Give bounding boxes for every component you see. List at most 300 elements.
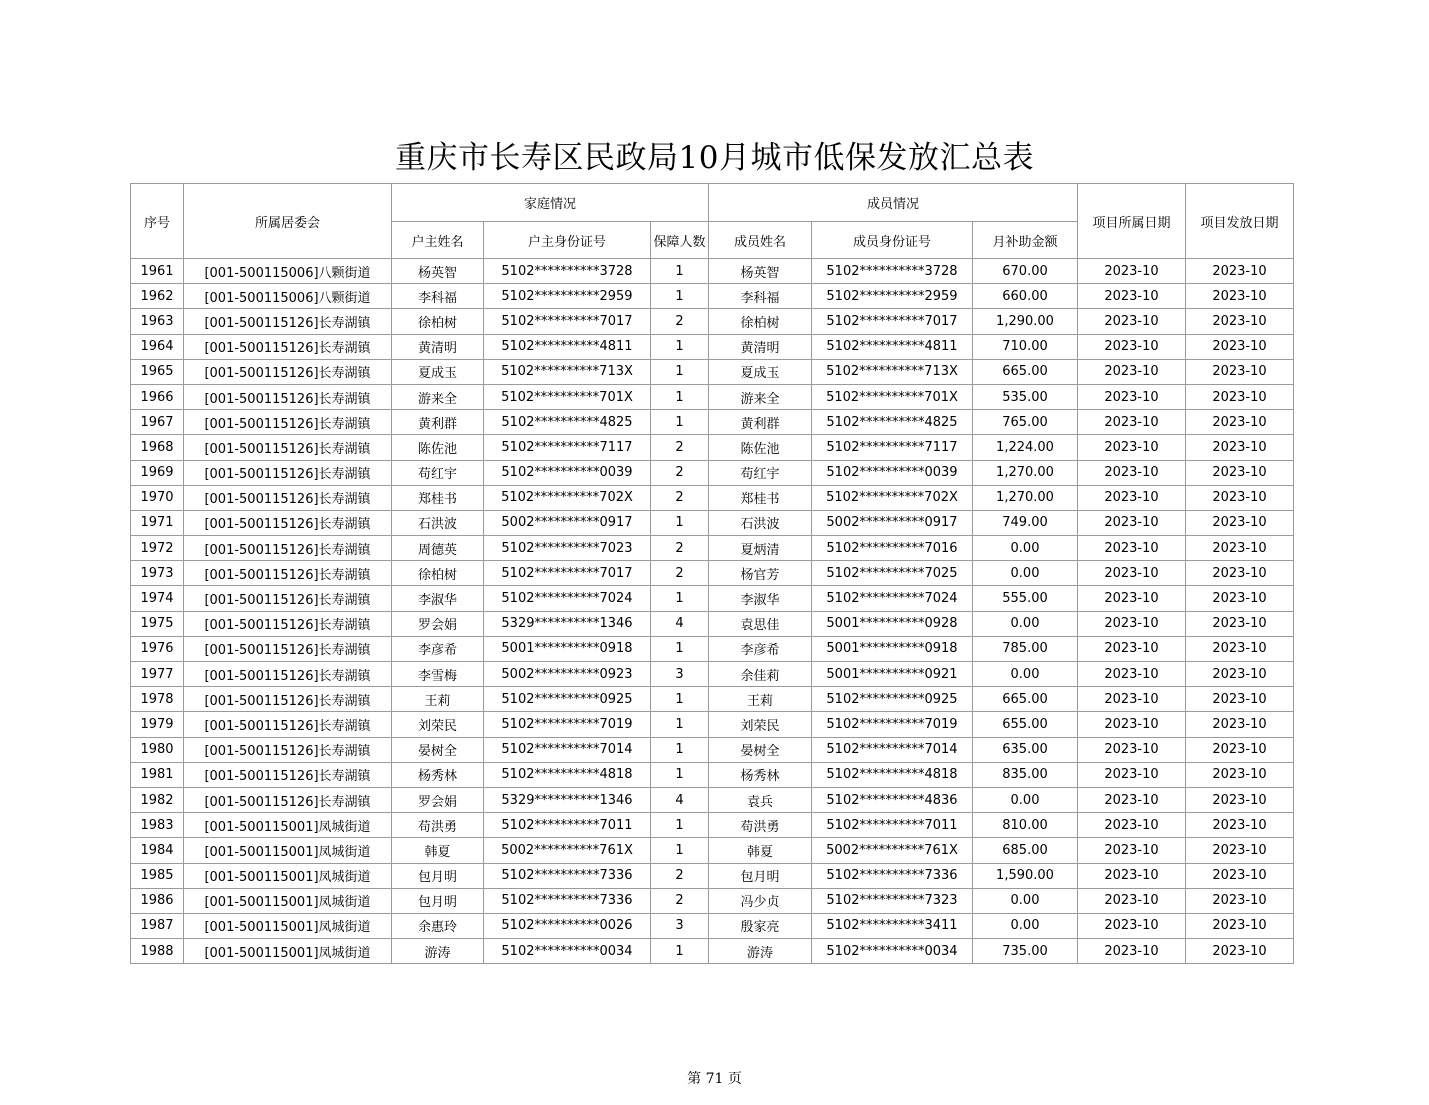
cell-member-id: 5102**********3411 [812,913,973,938]
cell-head-name: 李彦希 [392,636,484,661]
cell-member-id: 5102**********7017 [812,309,973,334]
cell-member-id: 5102**********7016 [812,536,973,561]
cell-head-id: 5102**********0026 [484,913,651,938]
cell-issue-date: 2023-10 [1186,636,1294,661]
cell-seq: 1969 [131,460,184,485]
cell-monthly-amount: 670.00 [973,259,1078,284]
header-head-id: 户主身份证号 [484,222,651,259]
cell-head-id: 5102**********2959 [484,284,651,309]
cell-member-name: 夏炳清 [709,536,812,561]
cell-member-id: 5102**********7323 [812,888,973,913]
cell-insured-count: 2 [651,863,709,888]
table-body [131,259,1294,964]
cell-member-name: 苟洪勇 [709,813,812,838]
cell-head-id: 5102**********702X [484,485,651,510]
cell-issue-date: 2023-10 [1186,384,1294,409]
cell-monthly-amount: 635.00 [973,737,1078,762]
cell-belong-date: 2023-10 [1078,510,1186,535]
cell-head-id: 5102**********4811 [484,334,651,359]
cell-monthly-amount: 835.00 [973,762,1078,787]
cell-issue-date: 2023-10 [1186,687,1294,712]
cell-member-id: 5102**********702X [812,485,973,510]
cell-belong-date: 2023-10 [1078,737,1186,762]
cell-member-id: 5102**********7019 [812,712,973,737]
cell-monthly-amount: 0.00 [973,662,1078,687]
cell-seq: 1976 [131,636,184,661]
cell-member-name: 夏成玉 [709,359,812,384]
cell-belong-date: 2023-10 [1078,259,1186,284]
cell-seq: 1968 [131,435,184,460]
cell-committee: [001-500115126]长寿湖镇 [184,435,392,460]
cell-head-id: 5102**********7011 [484,813,651,838]
table-row [131,712,1294,737]
cell-member-id: 5102**********4836 [812,787,973,812]
cell-issue-date: 2023-10 [1186,813,1294,838]
document-title: 重庆市长寿区民政局10月城市低保发放汇总表 [395,140,1034,176]
cell-member-id: 5102**********0034 [812,939,973,964]
cell-insured-count: 3 [651,662,709,687]
cell-head-name: 游涛 [392,939,484,964]
cell-head-name: 苟红宇 [392,460,484,485]
cell-seq: 1962 [131,284,184,309]
cell-member-name: 袁思佳 [709,611,812,636]
cell-committee: [001-500115126]长寿湖镇 [184,359,392,384]
cell-issue-date: 2023-10 [1186,510,1294,535]
cell-issue-date: 2023-10 [1186,737,1294,762]
cell-head-id: 5002**********0917 [484,510,651,535]
cell-head-name: 包月明 [392,863,484,888]
cell-issue-date: 2023-10 [1186,435,1294,460]
cell-head-name: 郑桂书 [392,485,484,510]
table-row [131,662,1294,687]
table-row [131,838,1294,863]
cell-head-id: 5102**********7019 [484,712,651,737]
cell-belong-date: 2023-10 [1078,334,1186,359]
cell-belong-date: 2023-10 [1078,838,1186,863]
cell-committee: [001-500115006]八颗街道 [184,284,392,309]
table-row [131,611,1294,636]
header-member-group: 成员情况 [709,184,1078,222]
table-row [131,334,1294,359]
cell-issue-date: 2023-10 [1186,787,1294,812]
cell-committee: [001-500115126]长寿湖镇 [184,762,392,787]
cell-insured-count: 1 [651,334,709,359]
cell-belong-date: 2023-10 [1078,863,1186,888]
cell-issue-date: 2023-10 [1186,913,1294,938]
cell-member-id: 5102**********0039 [812,460,973,485]
table-row [131,813,1294,838]
cell-insured-count: 1 [651,737,709,762]
cell-member-id: 5102**********7025 [812,561,973,586]
cell-member-id: 5102**********4818 [812,762,973,787]
table-row [131,460,1294,485]
cell-committee: [001-500115126]长寿湖镇 [184,787,392,812]
cell-member-name: 黄利群 [709,410,812,435]
cell-head-id: 5102**********0925 [484,687,651,712]
cell-belong-date: 2023-10 [1078,410,1186,435]
cell-head-id: 5102**********4825 [484,410,651,435]
cell-issue-date: 2023-10 [1186,586,1294,611]
cell-member-name: 李淑华 [709,586,812,611]
cell-head-name: 杨英智 [392,259,484,284]
table-row [131,762,1294,787]
cell-seq: 1967 [131,410,184,435]
cell-head-id: 5001**********0918 [484,636,651,661]
cell-issue-date: 2023-10 [1186,536,1294,561]
cell-issue-date: 2023-10 [1186,359,1294,384]
cell-seq: 1981 [131,762,184,787]
cell-insured-count: 1 [651,586,709,611]
cell-head-id: 5102**********7017 [484,309,651,334]
cell-belong-date: 2023-10 [1078,460,1186,485]
cell-issue-date: 2023-10 [1186,838,1294,863]
table-row [131,259,1294,284]
cell-monthly-amount: 0.00 [973,888,1078,913]
cell-committee: [001-500115126]长寿湖镇 [184,737,392,762]
cell-belong-date: 2023-10 [1078,662,1186,687]
table-row [131,485,1294,510]
cell-insured-count: 3 [651,913,709,938]
cell-head-name: 刘荣民 [392,712,484,737]
cell-issue-date: 2023-10 [1186,762,1294,787]
cell-head-id: 5102**********7017 [484,561,651,586]
cell-head-id: 5329**********1346 [484,611,651,636]
cell-monthly-amount: 785.00 [973,636,1078,661]
cell-head-name: 王莉 [392,687,484,712]
cell-head-id: 5002**********0923 [484,662,651,687]
cell-issue-date: 2023-10 [1186,561,1294,586]
cell-monthly-amount: 665.00 [973,687,1078,712]
cell-committee: [001-500115126]长寿湖镇 [184,662,392,687]
cell-belong-date: 2023-10 [1078,384,1186,409]
header-seq: 序号 [131,184,184,259]
cell-member-id: 5102**********0925 [812,687,973,712]
cell-head-name: 石洪波 [392,510,484,535]
cell-monthly-amount: 710.00 [973,334,1078,359]
cell-member-name: 郑桂书 [709,485,812,510]
cell-monthly-amount: 0.00 [973,913,1078,938]
cell-seq: 1985 [131,863,184,888]
cell-member-name: 李科福 [709,284,812,309]
cell-head-name: 周德英 [392,536,484,561]
cell-head-id: 5002**********761X [484,838,651,863]
cell-head-name: 黄利群 [392,410,484,435]
cell-member-name: 杨秀林 [709,762,812,787]
cell-head-id: 5329**********1346 [484,787,651,812]
cell-insured-count: 1 [651,259,709,284]
cell-member-name: 石洪波 [709,510,812,535]
cell-member-name: 韩夏 [709,838,812,863]
table-row [131,510,1294,535]
cell-monthly-amount: 555.00 [973,586,1078,611]
cell-head-name: 晏树全 [392,737,484,762]
header-member-id: 成员身份证号 [812,222,973,259]
cell-belong-date: 2023-10 [1078,359,1186,384]
cell-committee: [001-500115126]长寿湖镇 [184,309,392,334]
cell-head-name: 韩夏 [392,838,484,863]
cell-member-name: 黄清明 [709,334,812,359]
table-row [131,586,1294,611]
cell-member-id: 5102**********7014 [812,737,973,762]
cell-committee: [001-500115126]长寿湖镇 [184,561,392,586]
cell-head-id: 5102**********7014 [484,737,651,762]
cell-monthly-amount: 535.00 [973,384,1078,409]
cell-belong-date: 2023-10 [1078,712,1186,737]
cell-member-id: 5102**********3728 [812,259,973,284]
cell-seq: 1961 [131,259,184,284]
header-head-name: 户主姓名 [392,222,484,259]
cell-committee: [001-500115001]凤城街道 [184,913,392,938]
cell-committee: [001-500115001]凤城街道 [184,863,392,888]
cell-belong-date: 2023-10 [1078,561,1186,586]
cell-insured-count: 2 [651,460,709,485]
cell-insured-count: 1 [651,939,709,964]
cell-seq: 1966 [131,384,184,409]
table-row [131,536,1294,561]
table-row [131,787,1294,812]
cell-insured-count: 1 [651,359,709,384]
cell-seq: 1988 [131,939,184,964]
table-row [131,939,1294,964]
table-header [131,184,1294,259]
cell-belong-date: 2023-10 [1078,611,1186,636]
cell-member-name: 晏树全 [709,737,812,762]
cell-seq: 1975 [131,611,184,636]
cell-issue-date: 2023-10 [1186,309,1294,334]
cell-head-name: 李雪梅 [392,662,484,687]
cell-monthly-amount: 0.00 [973,561,1078,586]
header-monthly-amount: 月补助金额 [973,222,1078,259]
cell-seq: 1980 [131,737,184,762]
page-number: 第 71 页 [687,1071,742,1087]
cell-member-id: 5102**********4811 [812,334,973,359]
cell-monthly-amount: 1,224.00 [973,435,1078,460]
cell-insured-count: 1 [651,410,709,435]
cell-member-name: 袁兵 [709,787,812,812]
cell-belong-date: 2023-10 [1078,787,1186,812]
cell-belong-date: 2023-10 [1078,762,1186,787]
cell-insured-count: 2 [651,309,709,334]
cell-seq: 1986 [131,888,184,913]
cell-member-id: 5001**********0928 [812,611,973,636]
cell-committee: [001-500115126]长寿湖镇 [184,712,392,737]
cell-member-name: 陈佐池 [709,435,812,460]
cell-insured-count: 1 [651,510,709,535]
cell-member-name: 苟红宇 [709,460,812,485]
cell-seq: 1973 [131,561,184,586]
cell-committee: [001-500115126]长寿湖镇 [184,611,392,636]
cell-seq: 1965 [131,359,184,384]
cell-insured-count: 2 [651,561,709,586]
cell-head-id: 5102**********4818 [484,762,651,787]
cell-insured-count: 1 [651,712,709,737]
cell-monthly-amount: 1,590.00 [973,863,1078,888]
cell-insured-count: 1 [651,636,709,661]
cell-monthly-amount: 0.00 [973,611,1078,636]
table-row [131,435,1294,460]
cell-monthly-amount: 749.00 [973,510,1078,535]
table-row [131,863,1294,888]
cell-member-id: 5102**********7336 [812,863,973,888]
cell-member-id: 5002**********0917 [812,510,973,535]
cell-committee: [001-500115001]凤城街道 [184,888,392,913]
cell-committee: [001-500115126]长寿湖镇 [184,485,392,510]
cell-belong-date: 2023-10 [1078,435,1186,460]
cell-head-id: 5102**********701X [484,384,651,409]
table-row [131,384,1294,409]
cell-member-name: 刘荣民 [709,712,812,737]
cell-issue-date: 2023-10 [1186,460,1294,485]
cell-committee: [001-500115126]长寿湖镇 [184,334,392,359]
cell-head-name: 夏成玉 [392,359,484,384]
cell-member-id: 5102**********713X [812,359,973,384]
cell-issue-date: 2023-10 [1186,259,1294,284]
cell-head-name: 杨秀林 [392,762,484,787]
cell-head-name: 罗会娟 [392,787,484,812]
table-row [131,410,1294,435]
cell-member-name: 余佳莉 [709,662,812,687]
cell-head-name: 黄清明 [392,334,484,359]
cell-committee: [001-500115126]长寿湖镇 [184,687,392,712]
table-row [131,309,1294,334]
cell-issue-date: 2023-10 [1186,611,1294,636]
cell-belong-date: 2023-10 [1078,813,1186,838]
cell-seq: 1977 [131,662,184,687]
cell-head-id: 5102**********713X [484,359,651,384]
cell-insured-count: 2 [651,435,709,460]
cell-member-name: 包月明 [709,863,812,888]
cell-issue-date: 2023-10 [1186,662,1294,687]
cell-member-id: 5102**********7024 [812,586,973,611]
cell-insured-count: 1 [651,384,709,409]
cell-monthly-amount: 660.00 [973,284,1078,309]
cell-head-id: 5102**********3728 [484,259,651,284]
cell-member-id: 5102**********2959 [812,284,973,309]
cell-head-name: 徐柏树 [392,561,484,586]
header-committee: 所属居委会 [184,184,392,259]
cell-seq: 1971 [131,510,184,535]
cell-seq: 1974 [131,586,184,611]
cell-seq: 1984 [131,838,184,863]
table-row [131,636,1294,661]
cell-seq: 1963 [131,309,184,334]
header-member-name: 成员姓名 [709,222,812,259]
cell-belong-date: 2023-10 [1078,284,1186,309]
cell-monthly-amount: 765.00 [973,410,1078,435]
cell-committee: [001-500115001]凤城街道 [184,838,392,863]
cell-insured-count: 4 [651,787,709,812]
cell-committee: [001-500115006]八颗街道 [184,259,392,284]
cell-belong-date: 2023-10 [1078,586,1186,611]
cell-member-name: 李彦希 [709,636,812,661]
cell-head-id: 5102**********7336 [484,863,651,888]
cell-member-id: 5102**********701X [812,384,973,409]
cell-head-id: 5102**********7117 [484,435,651,460]
cell-head-name: 徐柏树 [392,309,484,334]
cell-member-id: 5001**********0921 [812,662,973,687]
cell-head-name: 游来全 [392,384,484,409]
table-row [131,284,1294,309]
cell-insured-count: 1 [651,284,709,309]
cell-belong-date: 2023-10 [1078,939,1186,964]
cell-insured-count: 2 [651,888,709,913]
cell-seq: 1970 [131,485,184,510]
cell-head-name: 李科福 [392,284,484,309]
cell-monthly-amount: 0.00 [973,536,1078,561]
cell-monthly-amount: 655.00 [973,712,1078,737]
subsidy-table [130,183,1294,964]
cell-belong-date: 2023-10 [1078,913,1186,938]
cell-committee: [001-500115126]长寿湖镇 [184,410,392,435]
cell-member-name: 殷家亮 [709,913,812,938]
cell-seq: 1978 [131,687,184,712]
cell-issue-date: 2023-10 [1186,284,1294,309]
cell-head-name: 包月明 [392,888,484,913]
cell-insured-count: 2 [651,485,709,510]
cell-seq: 1982 [131,787,184,812]
cell-issue-date: 2023-10 [1186,863,1294,888]
cell-issue-date: 2023-10 [1186,410,1294,435]
header-belong-date: 项目所属日期 [1078,184,1186,259]
cell-committee: [001-500115126]长寿湖镇 [184,384,392,409]
cell-member-name: 游涛 [709,939,812,964]
cell-monthly-amount: 665.00 [973,359,1078,384]
cell-insured-count: 1 [651,762,709,787]
header-insured-count: 保障人数 [651,222,709,259]
table-row [131,359,1294,384]
cell-committee: [001-500115126]长寿湖镇 [184,636,392,661]
cell-member-id: 5102**********7011 [812,813,973,838]
cell-insured-count: 2 [651,536,709,561]
cell-member-name: 王莉 [709,687,812,712]
cell-seq: 1979 [131,712,184,737]
cell-issue-date: 2023-10 [1186,485,1294,510]
cell-seq: 1964 [131,334,184,359]
cell-insured-count: 1 [651,838,709,863]
cell-seq: 1972 [131,536,184,561]
cell-insured-count: 1 [651,687,709,712]
cell-member-id: 5102**********4825 [812,410,973,435]
cell-head-name: 余惠玲 [392,913,484,938]
cell-monthly-amount: 1,270.00 [973,460,1078,485]
cell-member-id: 5002**********761X [812,838,973,863]
cell-member-name: 杨官芳 [709,561,812,586]
cell-issue-date: 2023-10 [1186,939,1294,964]
cell-committee: [001-500115126]长寿湖镇 [184,586,392,611]
cell-head-id: 5102**********7336 [484,888,651,913]
cell-seq: 1983 [131,813,184,838]
cell-monthly-amount: 735.00 [973,939,1078,964]
cell-belong-date: 2023-10 [1078,636,1186,661]
cell-issue-date: 2023-10 [1186,334,1294,359]
cell-committee: [001-500115126]长寿湖镇 [184,460,392,485]
header-family-group: 家庭情况 [392,184,709,222]
table-row [131,888,1294,913]
cell-committee: [001-500115126]长寿湖镇 [184,536,392,561]
cell-head-name: 罗会娟 [392,611,484,636]
table-row [131,561,1294,586]
cell-belong-date: 2023-10 [1078,485,1186,510]
cell-head-id: 5102**********0034 [484,939,651,964]
cell-monthly-amount: 1,290.00 [973,309,1078,334]
cell-member-name: 徐柏树 [709,309,812,334]
cell-monthly-amount: 0.00 [973,787,1078,812]
cell-seq: 1987 [131,913,184,938]
cell-belong-date: 2023-10 [1078,309,1186,334]
cell-monthly-amount: 685.00 [973,838,1078,863]
cell-member-id: 5102**********7117 [812,435,973,460]
cell-monthly-amount: 1,270.00 [973,485,1078,510]
